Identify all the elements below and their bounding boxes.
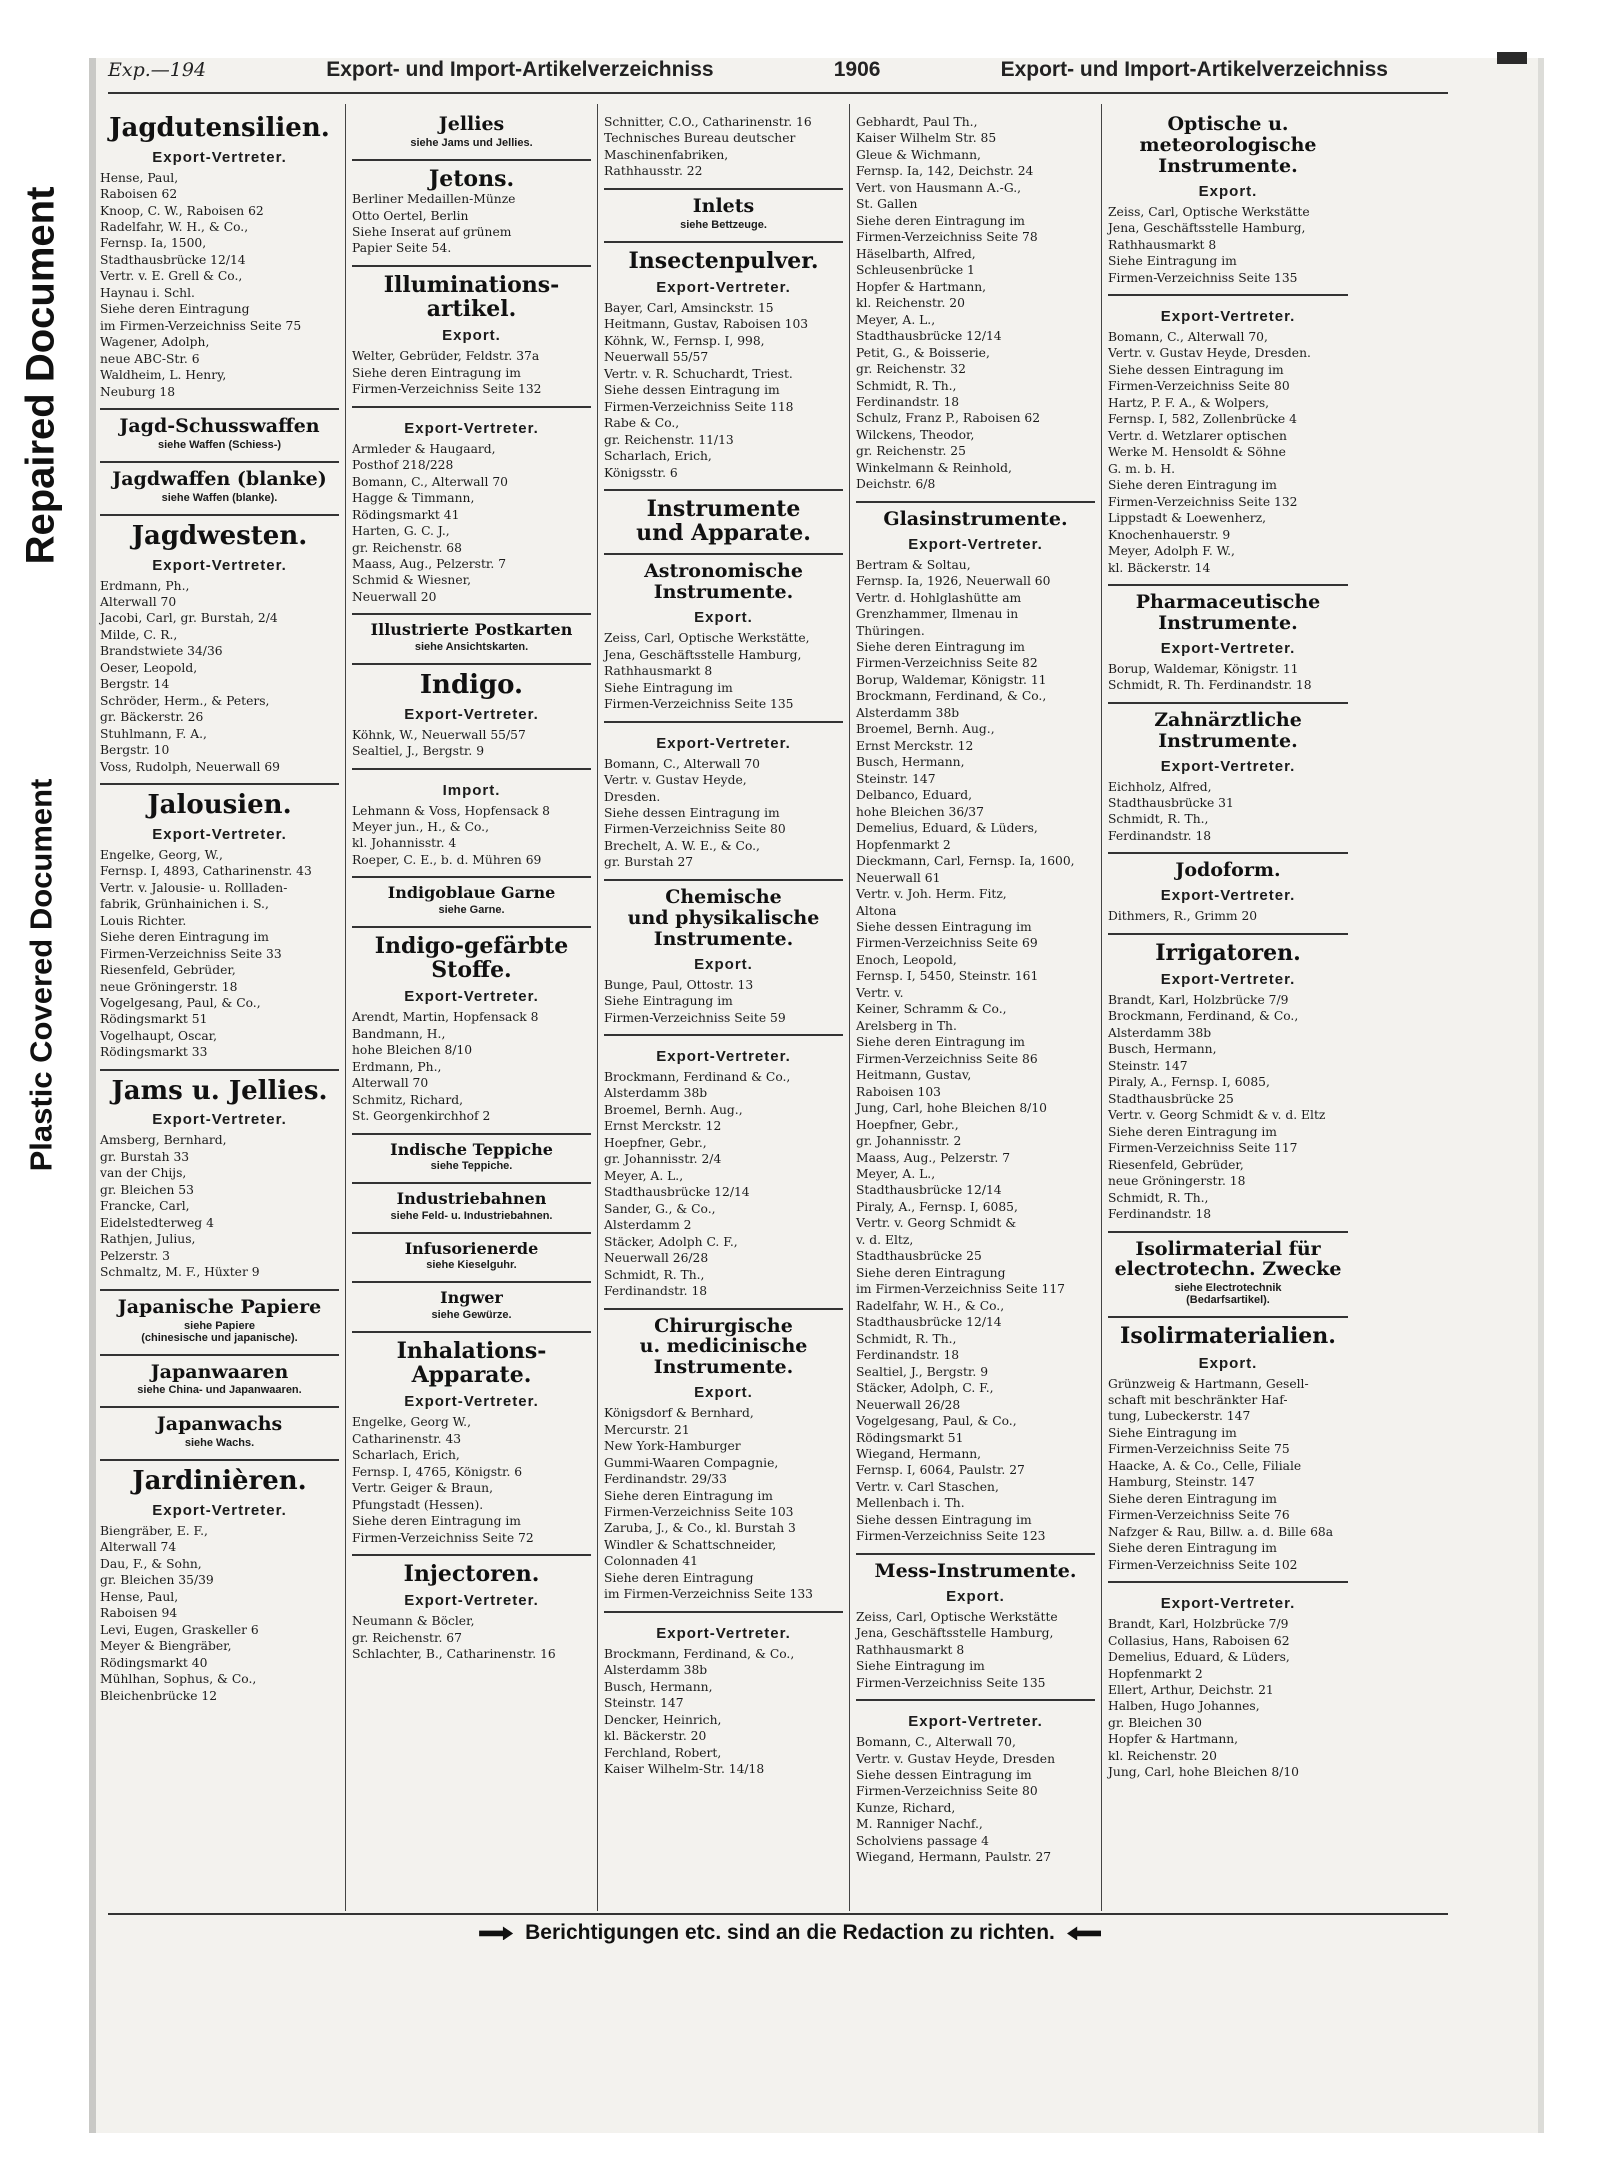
section-title: Ingwer (440, 1288, 503, 1308)
page-edge-mark (1497, 52, 1527, 64)
section-subheading: Export-Vertreter. (404, 1393, 539, 1411)
section-title: Japanwaaren (150, 1360, 289, 1383)
header-rule (108, 92, 1448, 94)
cross-reference: siehe Feld- u. Industriebahnen. (390, 1209, 553, 1222)
header-title-left: Export- und Import-Artikelverzeichniss (326, 58, 714, 81)
entry-list: Bomann, C., Alterwall 70 Vertr. v. Gustav Heyde, Dresden. Siehe dessen Eintragung im Firmen-Verzeichniss Seite 80 Brechelt, A. W. E., & Co., gr. Burstah 27 (604, 756, 786, 870)
cross-reference: siehe Kieselguhr. (426, 1259, 517, 1272)
column-4 (850, 104, 1102, 1911)
section (1108, 296, 1348, 586)
cross-reference: siehe Bettzeuge. (680, 218, 767, 231)
section-subheading: Export-Vertreter. (1160, 639, 1296, 657)
entry-list: Berliner Medaillen-Münze Otto Oertel, Berlin Siehe Inserat auf grünem Papier Seite 54. (352, 192, 516, 256)
section (1108, 935, 1348, 1233)
header-year: 1906 (833, 58, 881, 81)
section-title: Irrigatoren. (1155, 939, 1301, 966)
entry-list: Bayer, Carl, Amsinckstr. 15 Heitmann, Gustav, Raboisen 103 Köhnk, W., Fernsp. I, 998, Neuerwall 55/57 Vertr. v. R. Schuchardt, Triest. Siehe dessen Eintragung im Firmen-Verzeichniss Seite 118 Rabe & Co., gr. Reichenstr. 11/13 Scharlach, Erich, Königsstr. 6 (604, 300, 809, 480)
entry-list: Engelke, Georg, W., Fernsp. I, 4893, Catharinenstr. 43 Vertr. v. Jalousie- u. Rollladen- fabrik, Grünhainichen i. S., Louis Richter. Siehe deren Eintragung im Firmen-Verzeichniss Seite 33 Riesenfeld, Gebrüder, neue Gröningerstr. 18 Vogelgesang, Paul, & Co., Rödingsmarkt 51 Vogelhaupt, Oscar, Rödingsmarkt 33 (100, 847, 312, 1060)
section (604, 881, 843, 1036)
section-subheading: Export-Vertreter. (656, 278, 791, 296)
section (352, 878, 591, 928)
section-title: Astronomische Instrumente. (644, 560, 803, 604)
section-title: Optische u. meteorologische Instrumente. (1139, 113, 1317, 177)
entry-list: Bomann, C., Alterwall 70, Vertr. v. Gustav Heyde, Dresden Siehe dessen Eintragung im Firmen-Verzeichniss Seite 80 Kunze, Richard, M. Ranniger Nachf., Scholviens passage 4 Wiegand, Hermann, Paulstr. 27 (856, 1735, 1055, 1865)
section (856, 503, 1095, 1555)
section-title: Jardinièren. (132, 1466, 307, 1497)
entry-list: Schnitter, C.O., Catharinenstr. 16 Technisches Bureau deutscher Maschinenfabriken, Rathhausstr. 22 (604, 115, 812, 179)
section-title: Jams u. Jellies. (111, 1075, 328, 1106)
section-title: Pharmaceutische Instrumente. (1135, 591, 1321, 634)
section (1108, 1583, 1348, 1789)
section-subheading: Export-Vertreter. (152, 148, 287, 166)
section-subheading: Export-Vertreter. (656, 734, 791, 752)
entry-list: Brandt, Karl, Holzbrücke 7/9 Collasius, Hans, Raboisen 62 Demelius, Eduard, & Lüders, Hopfenmarkt 2 Ellert, Arthur, Deichstr. 21 Halben, Hugo Johannes, gr. Bleichen 30 Hopfer & Hartmann, kl. Reichenstr. 20 Jung, Carl, hohe Bleichen 8/10 (1108, 1617, 1299, 1780)
entry-list: Lehmann & Voss, Hopfensack 8 Meyer jun., H., & Co., kl. Johannisstr. 4 Roeper, C. E., b. d. Mühren 69 (352, 803, 551, 867)
section-subheading: Export-Vertreter. (404, 988, 539, 1006)
section (352, 615, 591, 665)
directory-columns (94, 104, 1450, 1911)
section (604, 108, 843, 190)
section-title: Instrumente und Apparate. (636, 496, 811, 547)
entry-list: Eichholz, Alfred, Stadthausbrücke 31 Schmidt, R. Th., Ferdinandstr. 18 (1108, 779, 1234, 843)
section-title: Inlets (692, 194, 755, 217)
section-title: Jetons. (428, 165, 515, 192)
page-number: Exp.—194 (108, 59, 207, 81)
entry-list: Erdmann, Ph., Alterwall 70 Jacobi, Carl, gr. Burstah, 2/4 Milde, C. R., Brandstwiete 34/36 Oeser, Leopold, Bergstr. 14 Schröder, Herm., & Peters, gr. Bäckerstr. 26 Stuhlmann, F. A., Bergstr. 10 Voss, Rudolph, Neuerwall 69 (100, 578, 280, 774)
section (1108, 1233, 1348, 1319)
entry-list: Brockmann, Ferdinand, & Co., Alsterdamm 38b Busch, Hermann, Steinstr. 147 Dencker, Heinrich, kl. Bäckerstr. 20 Ferchland, Robert, Kaiser Wilhelm-Str. 14/18 (604, 1646, 795, 1777)
section (856, 1701, 1095, 1874)
entry-list: Dithmers, R., Grimm 20 (1108, 909, 1258, 924)
section (352, 770, 591, 879)
section-title: Jellies (438, 113, 505, 135)
section-subheading: Export-Vertreter. (404, 705, 539, 723)
cross-reference: siehe Electrotechnik (Bedarfsartikel). (1174, 1282, 1282, 1307)
section-subheading: Export. (694, 609, 753, 627)
pointing-hand-icon (1067, 1926, 1101, 1940)
section (100, 1461, 339, 1712)
footer-rule (108, 1913, 1448, 1915)
section-title: Zahnärztliche Instrumente. (1154, 708, 1302, 752)
cross-reference: siehe Ansichtskarten. (414, 641, 529, 654)
section-subheading: Export. (1198, 182, 1258, 200)
section-subheading: Export-Vertreter. (656, 1624, 791, 1642)
section-subheading: Export. (694, 1384, 753, 1402)
section-subheading: Export-Vertreter. (1160, 970, 1296, 988)
section (352, 408, 591, 616)
pointing-hand-icon (479, 1926, 513, 1940)
section (352, 928, 591, 1135)
entry-list: Zeiss, Carl, Optische Werkstätte, Jena, Geschäftsstelle Hamburg, Rathhausmarkt 8 Siehe Eintragung im Firmen-Verzeichniss Seite 135 (604, 631, 810, 712)
section-title: Chemische und physikalische Instrumente. (627, 885, 820, 950)
section (352, 1135, 591, 1185)
cross-reference: siehe Papiere (chinesische und japanische). (141, 1319, 298, 1344)
entry-list: Grünzweig & Hartmann, Gesell- schaft mit beschränkter Haf- tung, Lubeckerstr. 147 Siehe Eintragung im Firmen-Verzeichniss Seite 75 Haacke, A. & Co., Celle, Filiale Hamburg, Steinstr. 147 Siehe deren Eintragung im Firmen-Verzeichniss Seite 76 Nafzger & Rau, Billw. a. d. Bille 68a Siehe deren Eintragung im Firmen-Verzeichniss Seite 102 (1108, 1376, 1334, 1572)
cross-reference: siehe Jams und Jellies. (410, 136, 533, 149)
section (100, 1408, 339, 1461)
section-subheading: Export-Vertreter. (404, 419, 539, 437)
section (352, 108, 591, 161)
entry-list: Gebhardt, Paul Th., Kaiser Wilhelm Str. 85 Gleue & Wichmann, Fernsp. Ia, 142, Deichstr. 24 Vert. von Hausmann A.-G., St. Gallen Siehe deren Eintragung im Firmen-Verzeichniss Seite 78 Häselbarth, Alfred, Schleusenbrücke 1 Hopfer & Hartmann, kl. Reichenstr. 20 Meyer, A. L., Stadthausbrücke 12/14 Petit, G., & Boisserie, gr. Reichenstr. 32 Schmidt, R. Th., Ferdinandstr. 18 Schulz, Franz P., Raboisen 62 Wilckens, Theodor, gr. Reichenstr. 25 Winkelmann & Reinhold, Deichstr. 6/8 (856, 115, 1041, 492)
section-title: Indigo-gefärbte Stoffe. (374, 933, 569, 984)
section (604, 243, 843, 491)
label-plastic-covered-document (0, 715, 82, 1235)
section (856, 108, 1095, 503)
section-subheading: Export-Vertreter. (908, 1713, 1043, 1731)
cross-reference: siehe Waffen (blanke). (161, 491, 278, 504)
section-title: Infusorienerde (404, 1238, 539, 1258)
section-title: Mess-Instrumente. (874, 1559, 1077, 1582)
entry-list: Neumann & Böcler, gr. Reichenstr. 67 Schlachter, B., Catharinenstr. 16 (352, 1614, 556, 1662)
column-5 (1102, 104, 1354, 1911)
section-title: Jalousien. (147, 790, 292, 821)
section-subheading: Export-Vertreter. (1160, 1595, 1296, 1613)
section (604, 1310, 843, 1613)
section-title: Illustrierte Postkarten (370, 620, 573, 640)
section-title: Jagdwaffen (blanke) (112, 468, 327, 491)
entry-list: Bomann, C., Alterwall 70, Vertr. v. Gustav Heyde, Dresden. Siehe dessen Eintragung im Firmen-Verzeichniss Seite 80 Hartz, P. F. A., & Wolpers, Fernsp. I, 582, Zollenbrücke 4 Vertr. d. Wetzlarer optischen Werke M. Hensoldt & Söhne G. m. b. H. Siehe deren Eintragung im Firmen-Verzeichniss Seite 132 Lippstadt & Loewenherz, Knochenhauerstr. 9 Meyer, Adolph F. W., kl. Bäckerstr. 14 (1108, 330, 1311, 575)
section (604, 723, 843, 881)
section (1108, 704, 1348, 855)
entry-list: Armleder & Haugaard, Posthof 218/228 Bomann, C., Alterwall 70 Hagge & Timmann, Rödingsmarkt 41 Harten, G. C. J., gr. Reichenstr. 68 Maass, Aug., Pelzerstr. 7 Schmid & Wiesner, Neuerwall 20 (352, 441, 508, 604)
section-title: Indische Teppiche (390, 1139, 553, 1159)
cross-reference: siehe Gewürze. (431, 1309, 512, 1322)
entry-list: Welter, Gebrüder, Feldstr. 37a Siehe deren Eintragung im Firmen-Verzeichniss Seite 132 (352, 349, 542, 397)
section (352, 1556, 591, 1671)
section (352, 665, 591, 770)
section (100, 785, 339, 1071)
section-title: Japanische Papiere (117, 1295, 322, 1318)
section-subheading: Export-Vertreter. (1160, 887, 1296, 905)
entry-list: Amsberg, Bernhard, gr. Burstah 33 van der Chijs, gr. Bleichen 53 Francke, Carl, Eidelstedterweg 4 Rathjen, Julius, Pelzerstr. 3 Schmaltz, M. F., Hüxter 9 (100, 1133, 260, 1280)
entry-list: Engelke, Georg W., Catharinenstr. 43 Scharlach, Erich, Fernsp. I, 4765, Königstr. 6 Vertr. Geiger & Braun, Pfungstadt (Hessen). Siehe deren Eintragung im Firmen-Verzeichniss Seite 72 (352, 1415, 534, 1545)
section-title: Inhalations- Apparate. (396, 1338, 547, 1389)
section-title: Indigoblaue Garne (387, 883, 556, 903)
entry-list: Brockmann, Ferdinand & Co., Alsterdamm 38b Broemel, Bernh. Aug., Ernst Merckstr. 12 Hoepfner, Gebr., gr. Johannisstr. 2/4 Meyer, A. L., Stadthausbrücke 12/14 Sander, G., & Co., Alsterdamm 2 Stäcker, Adolph C. F., Neuerwall 26/28 Schmidt, R. Th., Ferdinandstr. 18 (604, 1069, 791, 1299)
cross-reference: siehe Waffen (Schiess-) (157, 439, 282, 452)
section-title: Jagdwesten. (131, 520, 308, 551)
section (604, 190, 843, 243)
entry-list: Zeiss, Carl, Optische Werkstätte Jena, Geschäftsstelle Hamburg, Rathhausmarkt 8 Siehe Eintragung im Firmen-Verzeichniss Seite 135 (856, 1609, 1058, 1690)
section-title: Isolirmaterial für electrotechn. Zwecke (1114, 1237, 1342, 1281)
section (1108, 586, 1348, 704)
section-subheading: Export. (694, 955, 753, 973)
section-subheading: Export-Vertreter. (1160, 757, 1296, 775)
section (1108, 108, 1348, 296)
entry-list: Zeiss, Carl, Optische Werkstätte Jena, Geschäftsstelle Hamburg, Rathhausmarkt 8 Siehe Eintragung im Firmen-Verzeichniss Seite 135 (1108, 204, 1310, 285)
section-subheading: Export. (946, 1587, 1005, 1605)
section-title: Illuminations- artikel. (383, 271, 560, 323)
cross-reference: siehe Teppiche. (430, 1160, 513, 1173)
cross-reference: siehe Wachs. (184, 1437, 255, 1450)
section (352, 1283, 591, 1333)
column-3 (598, 104, 850, 1911)
entry-list: Bunge, Paul, Ottostr. 13 Siehe Eintragung im Firmen-Verzeichniss Seite 59 (604, 977, 786, 1025)
section (604, 555, 843, 722)
section (100, 108, 339, 410)
section-title: Isolirmaterialien. (1120, 1323, 1336, 1350)
section (100, 463, 339, 516)
header-title-right: Export- und Import-Artikelverzeichniss (1000, 58, 1388, 81)
section-title: Glasinstrumente. (883, 507, 1068, 530)
section (352, 267, 591, 408)
section-subheading: Export-Vertreter. (152, 1111, 287, 1129)
section (100, 516, 339, 785)
entry-list: Brandt, Karl, Holzbrücke 7/9 Brockmann, Ferdinand, & Co., Alsterdamm 38b Busch, Hermann, Steinstr. 147 Piraly, A., Fernsp. I, 6085, Stadthausbrücke 25 Vertr. v. Georg Schmidt & v. d. Eltz Siehe deren Eintragung im Firmen-Verzeichniss Seite 117 Riesenfeld, Gebrüder, neue Gröningerstr. 18 Schmidt, R. Th., Ferdinandstr. 18 (1108, 992, 1326, 1222)
section-title: Jagd-Schusswaffen (119, 415, 320, 438)
label-repaired-document (0, 95, 82, 655)
section-subheading: Export-Vertreter. (404, 1592, 539, 1610)
label-repaired-text: Repaired Document (18, 186, 63, 564)
entry-list: Bertram & Soltau, Fernsp. Ia, 1926, Neuerwall 60 Vertr. d. Hohlglashütte am Grenzhammer, Ilmenau in Thüringen. Siehe deren Eintragung im Firmen-Verzeichniss Seite 82 Borup, Waldemar, Königstr. 11 Brockmann, Ferdinand, & Co., Alsterdamm 38b Broemel, Bernh. Aug., Ernst Merckstr. 12 Busch, Hermann, Steinstr. 147 Delbanco, Eduard, hohe Bleichen 36/37 Demelius, Eduard, & Lüders, Hopfenmarkt 2 Dieckmann, Carl, Fernsp. Ia, 1600, Neuerwall 61 Vertr. v. Joh. Herm. Fitz, Altona Siehe dessen Eintragung im Firmen-Verzeichniss Seite 69 Enoch, Leopold, Fernsp. I, 5450, Steinstr. 161 Vertr. v. Keiner, Schramm & Co., Arelsberg in Th. Siehe deren Eintragung im Firmen-Verzeichniss Seite 86 Heitmann, Gustav, Raboisen 103 Jung, Carl, hohe Bleichen 8/10 Hoepfner, Gebr., gr. Johannisstr. 2 Maass, Aug., Pelzerstr. 7 Meyer, A. L., Stadthausbrücke 12/14 Piraly, A., Fernsp. I, 6085, Vertr. v. Georg Schmidt & v. d. Eltz, Stadthausbrücke 25 Siehe deren Eintragung im Firmen-Verzeichniss Seite 117 Radelfahr, W. H., & Co., Stadthausbrücke 12/14 Schmidt, R. Th., Ferdinandstr. 18 Sealtiel, J., Bergstr. 9 Stäcker, Adolph, C. F., Neuerwall 26/28 Vogelgesang, Paul, & Co., Rödingsmarkt 51 Wiegand, Hermann, Fernsp. I, 6064, Paulstr. 27 Vertr. v. Carl Staschen, Mellenbach i. Th. Siehe dessen Eintragung im Firmen-Verzeichniss Seite 123 (856, 557, 1075, 1544)
section (604, 491, 843, 555)
section-title: Jagdutensilien. (109, 113, 330, 143)
section (352, 161, 591, 267)
section (100, 410, 339, 463)
cross-reference: siehe Garne. (438, 904, 505, 917)
section (604, 1036, 843, 1310)
section-subheading: Export-Vertreter. (1160, 308, 1296, 326)
entry-list: Arendt, Martin, Hopfensack 8 Bandmann, H., hohe Bleichen 8/10 Erdmann, Ph., Alterwall 70 Schmitz, Richard, St. Georgenkirchhof 2 (352, 1010, 539, 1124)
footer-note (380, 1921, 1200, 1945)
section-title: Japanwachs (156, 1413, 283, 1436)
section-subheading: Export. (1198, 1354, 1258, 1372)
footer-text: Berichtigungen etc. sind an die Redaction zu richten. (525, 1921, 1055, 1944)
entry-list: Königsdorf & Bernhard, Mercurstr. 21 New York-Hamburger Gummi-Waaren Compagnie, Ferdinandstr. 29/33 Siehe deren Eintragung im Firmen-Verzeichniss Seite 103 Zaruba, J., & Co., kl. Burstah 3 Windler & Schattschneider, Colonnaden 41 Siehe deren Eintragung im Firmen-Verzeichniss Seite 133 (604, 1406, 813, 1602)
section (352, 1333, 591, 1556)
cross-reference: siehe China- und Japanwaaren. (137, 1384, 302, 1397)
entry-list: Borup, Waldemar, Königstr. 11 Schmidt, R. Th. Ferdinandstr. 18 (1108, 661, 1312, 693)
section-subheading: Export. (442, 327, 501, 345)
section-subheading: Export-Vertreter. (908, 535, 1043, 553)
section (100, 1356, 339, 1409)
section (1108, 1318, 1348, 1583)
section-title: Jodoform. (1175, 859, 1281, 882)
section (856, 1555, 1095, 1701)
section (100, 1291, 339, 1356)
column-2 (346, 104, 598, 1911)
section (352, 1234, 591, 1284)
entry-list: Hense, Paul, Raboisen 62 Knoop, C. W., Raboisen 62 Radelfahr, W. H., & Co., Fernsp. Ia, 1500, Stadthausbrücke 12/14 Vertr. v. E. Grell & Co., Haynau i. Schl. Siehe deren Eintragung im Firmen-Verzeichniss Seite 75 Wagener, Adolph, neue ABC-Str. 6 Waldheim, L. Henry, Neuburg 18 (100, 170, 302, 399)
section (604, 1613, 843, 1786)
section (1108, 854, 1348, 934)
section-subheading: Export-Vertreter. (656, 1047, 791, 1065)
section (352, 1184, 591, 1234)
section-subheading: Export-Vertreter. (152, 556, 287, 574)
entry-list: Biengräber, E. F., Alterwall 74 Dau, F., & Sohn, gr. Bleichen 35/39 Hense, Paul, Raboisen 94 Levi, Eugen, Graskeller 6 Meyer & Biengräber, Rödingsmarkt 40 Mühlhan, Sophus, & Co., Bleichenbrücke 12 (100, 1523, 259, 1703)
section-title: Chirurgische u. medicinische Instrumente. (639, 1314, 808, 1379)
entry-list: Köhnk, W., Neuerwall 55/57 Sealtiel, J., Bergstr. 9 (352, 727, 526, 759)
section-title: Insectenpulver. (628, 247, 819, 274)
section-subheading: Export-Vertreter. (152, 825, 287, 843)
page-header (108, 50, 1388, 90)
section-subheading: Import. (442, 781, 501, 799)
section-title: Indigo. (419, 670, 524, 701)
label-covered-text: Plastic Covered Document (23, 778, 59, 1172)
section-title: Injectoren. (403, 1561, 540, 1588)
section-title: Industriebahnen (396, 1189, 547, 1209)
column-1 (94, 104, 346, 1911)
section (100, 1071, 339, 1291)
section-subheading: Export-Vertreter. (152, 1501, 287, 1519)
